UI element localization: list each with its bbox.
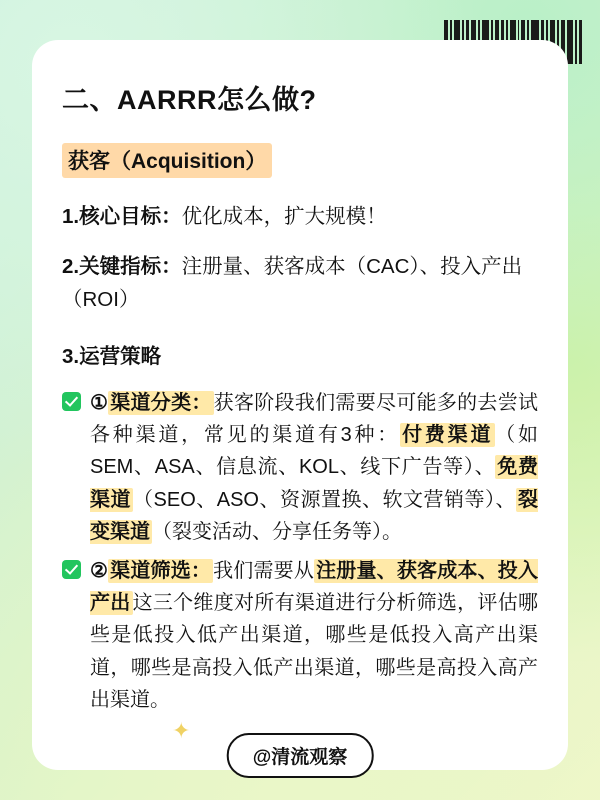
- point-core-goal-label: 1.核心目标：: [62, 205, 182, 228]
- page-title: 二、AARRR怎么做?: [62, 85, 317, 115]
- subhead-strategy: 3.运营策略: [62, 344, 162, 368]
- point-core-goal-text: 优化成本，扩大规模！: [181, 205, 387, 228]
- section-tag: 获客（Acquisition）: [62, 143, 272, 178]
- check-icon: [62, 560, 81, 579]
- text-segment: 免费渠道: [90, 456, 538, 511]
- text-segment: 裂变渠道: [90, 488, 539, 544]
- point-core-goal: [62, 200, 538, 233]
- text-segment: 我们需要从: [213, 559, 315, 582]
- bullet-text-2: [90, 555, 538, 717]
- point-key-metrics-text: 注册量、获客成本（CAC）、投入产出（ROI）: [62, 255, 523, 312]
- text-segment: ①: [90, 391, 109, 414]
- text-segment: ②: [90, 559, 109, 582]
- text-segment: 注册量、获客成本、投入产出: [90, 559, 538, 614]
- text-segment: 渠道分类：: [110, 391, 212, 414]
- sparkle-icon: ✦: [172, 718, 191, 743]
- barcode-bar: [579, 20, 582, 64]
- check-icon: [62, 392, 81, 411]
- content-card: [32, 40, 568, 770]
- point-key-metrics-label: 2.关键指标：: [62, 255, 182, 279]
- text-segment: （裂变活动、分享任务等）。: [152, 521, 402, 544]
- text-segment: 获客阶段我们需要尽可能多的去尝试各种渠道，常见的渠道有3种：: [90, 391, 539, 446]
- text-segment: （SEO、ASO、资源置换、软文营销等）、: [133, 488, 517, 511]
- text-segment: （如SEM、ASA、信息流、KOL、线下广告等）、: [90, 424, 539, 479]
- text-segment: 付费渠道: [402, 424, 494, 446]
- list-item: [62, 387, 538, 549]
- bullet-text-1: [90, 387, 538, 549]
- point-key-metrics: [62, 250, 538, 316]
- list-item: [62, 555, 538, 717]
- text-segment: 这三个维度对所有渠道进行分析筛选，评估哪些是低投入低产出渠道，哪些是低投入高产出渠道，哪些是高投入低产出渠道，哪些是高投入高产出渠道。: [90, 591, 539, 712]
- barcode-bar: [575, 20, 577, 64]
- barcode-bar: [567, 20, 573, 64]
- author-handle: @清流观察: [227, 733, 374, 778]
- text-segment: 渠道筛选：: [110, 559, 212, 582]
- section-tag-wrap: [62, 143, 538, 200]
